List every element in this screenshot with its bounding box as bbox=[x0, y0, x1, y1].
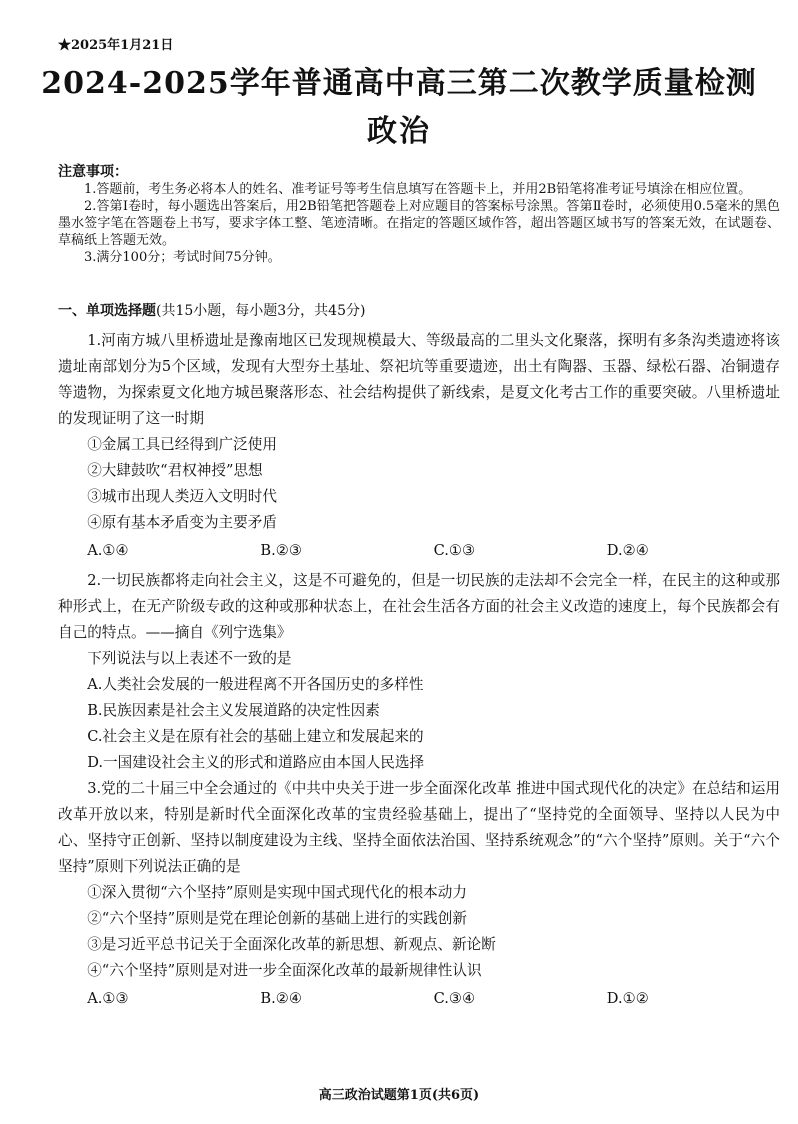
question-3 bbox=[58, 776, 780, 1012]
question-statement: ①金属工具已经得到广泛使用 bbox=[87, 436, 277, 453]
question-list bbox=[58, 328, 780, 1016]
answer-options bbox=[87, 986, 780, 1012]
note-item: 3.满分100分；考试时间75分钟。 bbox=[84, 250, 281, 265]
option-d: D.一国建设社会主义的形式和道路应由本国人民选择 bbox=[87, 754, 425, 771]
question-statement: ①深入贯彻“六个坚持”原则是实现中国式现代化的根本动力 bbox=[87, 884, 467, 901]
question-prompt: 下列说法与以上表述不一致的是 bbox=[87, 650, 292, 667]
option-c: C.社会主义是在原有社会的基础上建立和发展起来的 bbox=[87, 728, 424, 745]
option-d: D.②④ bbox=[606, 542, 649, 559]
notes-block bbox=[58, 164, 780, 266]
section-title: 一、单项选择题 bbox=[58, 303, 156, 319]
note-item: 2.答第Ⅰ卷时，每小题选出答案后，用2B铅笔把答题卷上对应题目的答案标号涂黑。答第Ⅱ卷时，必须使用0.5毫米的黑色墨水签字笔在答题卷上书写，要求字体工整、笔迹清晰。在指定的答题区域作答，超出答题区域书写的答案无效，在试题卷、草稿纸上答题无效。 bbox=[58, 199, 780, 248]
option-c: C.③④ bbox=[433, 990, 476, 1007]
exam-subject: 政治 bbox=[367, 114, 431, 149]
exam-date: ★2025年1月21日 bbox=[58, 38, 174, 53]
option-d: D.①② bbox=[606, 990, 649, 1007]
question-statement: ③是习近平总书记关于全面深化改革的新思想、新观点、新论断 bbox=[87, 936, 496, 953]
option-a: A.①④ bbox=[87, 542, 129, 559]
question-stem: 3.党的二十届三中全会通过的《中共中央关于进一步全面深化改革 推进中国式现代化的决定》在总结和运用改革开放以来，特别是新时代全面深化改革的宝贵经验基础上，提出了“坚持党的全面领导、坚持以人民为中心、坚持守正创新、坚持以制度建设为主线、坚持全面依法治国、坚持系统观念”的“六个坚持”原则。关于“六个坚持”原则下列说法正确的是 bbox=[58, 780, 780, 875]
question-statement: ②大肆鼓吹“君权神授”思想 bbox=[87, 462, 263, 479]
exam-title: 2024-2025学年普通高中高三第二次教学质量检测 bbox=[41, 66, 757, 101]
option-c: C.①③ bbox=[433, 542, 476, 559]
option-a: A.①③ bbox=[87, 990, 129, 1007]
note-item: 1.答题前，考生务必将本人的姓名、准考证号等考生信息填写在答题卡上，并用2B铅笔将准考证号填涂在相应位置。 bbox=[84, 182, 752, 197]
page-footer: 高三政治试题第1页(共6页) bbox=[318, 1088, 480, 1103]
question-1 bbox=[58, 328, 780, 564]
option-b: B.②④ bbox=[260, 990, 302, 1007]
question-stem: 1.河南方城八里桥遗址是豫南地区已发现规模最大、等级最高的二里头文化聚落，探明有多条沟类遗迹将该遗址南部划分为5个区域，发现有大型夯土基址、祭祀坑等重要遗迹，出土有陶器、玉器、绿松石器、冶铜遗存等遗物，为探索夏文化地方城邑聚落形态、社会结构提供了新线索，是夏文化考古工作的重要突破。八里桥遗址的发现证明了这一时期 bbox=[58, 332, 780, 427]
notes-heading: 注意事项： bbox=[58, 164, 128, 180]
section-detail: (共15小题，每小题3分，共45分) bbox=[156, 303, 366, 319]
section-heading bbox=[58, 300, 365, 320]
question-2 bbox=[58, 568, 780, 776]
question-stem: 2.一切民族都将走向社会主义，这是不可避免的，但是一切民族的走法却不会完全一样，在民主的这种或那种形式上，在无产阶级专政的这种或那种状态上，在社会生活各方面的社会主义改造的速度上，每个民族都会有自己的特点。——摘自《列宁选集》 bbox=[58, 572, 780, 641]
option-b: B.②③ bbox=[260, 542, 302, 559]
option-a: A.人类社会发展的一般进程离不开各国历史的多样性 bbox=[87, 676, 424, 693]
question-statement: ④原有基本矛盾变为主要矛盾 bbox=[87, 514, 277, 531]
option-b: B.民族因素是社会主义发展道路的决定性因素 bbox=[87, 702, 380, 719]
answer-options bbox=[87, 538, 780, 564]
question-statement: ④“六个坚持”原则是对进一步全面深化改革的最新规律性认识 bbox=[87, 962, 482, 979]
question-statement: ③城市出现人类迈入文明时代 bbox=[87, 488, 277, 505]
question-statement: ②“六个坚持”原则是党在理论创新的基础上进行的实践创新 bbox=[87, 910, 467, 927]
